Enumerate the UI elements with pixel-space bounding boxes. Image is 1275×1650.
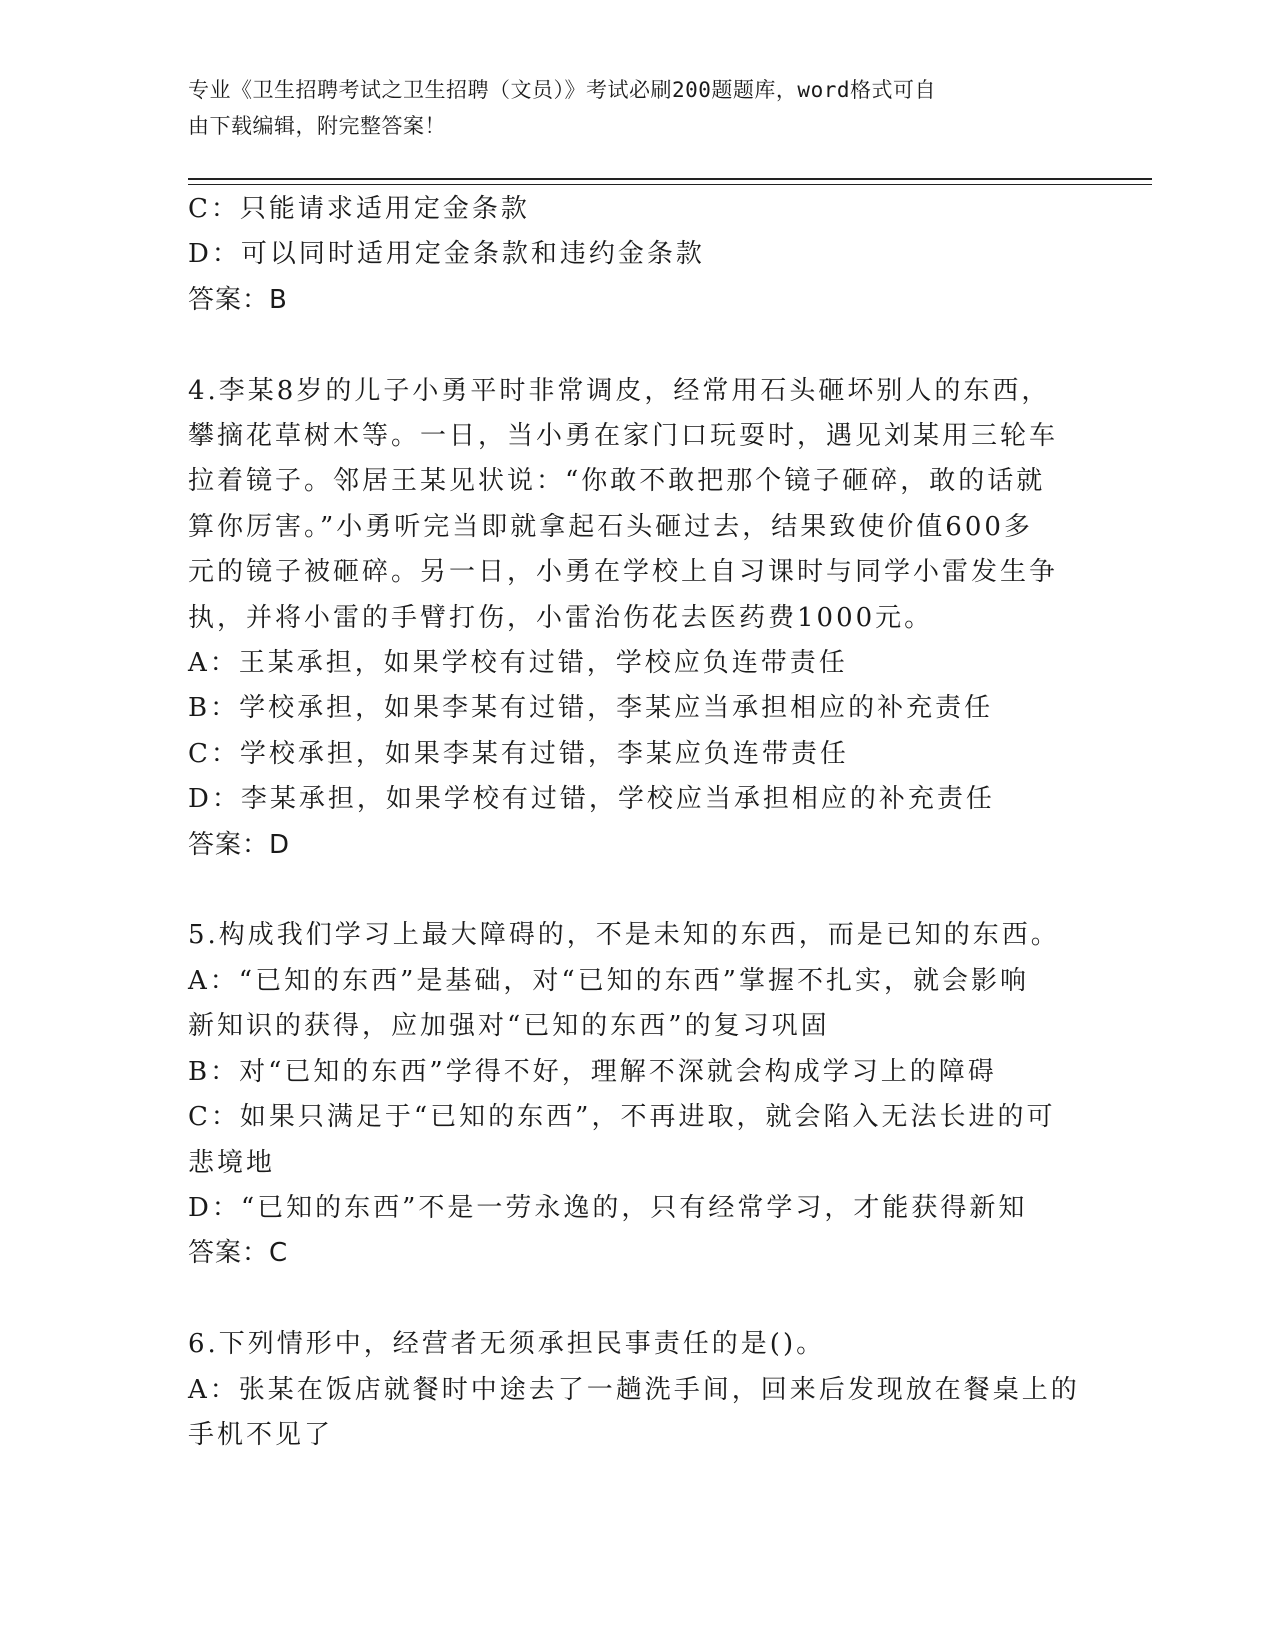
question-stem-line: 拉着镜子。邻居王某见状说：“你敢不敢把那个镜子砸碎，敢的话就: [188, 466, 1046, 497]
header-line-1: 专业《卫生招聘考试之卫生招聘（文员）》考试必刷200题题库，word格式可自: [188, 78, 936, 102]
answer-line: 答案：C: [188, 1238, 289, 1269]
question-content: [188, 187, 1078, 1458]
option-a: A：王某承担，如果学校有过错，学校应负连带责任: [188, 648, 848, 679]
question-stem-line: 4.李某8岁的儿子小勇平时非常调皮，经常用石头砸坏别人的东西，: [188, 375, 1051, 406]
spacer: [188, 868, 1078, 913]
option-b: B：对“已知的东西”学得不好，理解不深就会构成学习上的障碍: [188, 1056, 997, 1087]
header-divider-thin: [188, 184, 1152, 185]
header-divider-thick: [188, 178, 1152, 180]
option-c: C：学校承担，如果李某有过错，李某应负连带责任: [188, 738, 849, 769]
question-3: [188, 187, 1078, 323]
option-a: A：“已知的东西”是基础，对“已知的东西”掌握不扎实，就会影响: [188, 965, 1029, 996]
question-5: [188, 913, 1078, 1276]
spacer: [188, 323, 1078, 368]
question-stem-line: 攀摘花草树木等。一日，当小勇在家门口玩耍时，遇见刘某用三轮车: [188, 421, 1059, 452]
option-a-continued: 手机不见了: [188, 1419, 334, 1450]
option-c: C：只能请求适用定金条款: [188, 194, 530, 224]
question-stem-line: 元的镜子被砸碎。另一日，小勇在学校上自习课时与同学小雷发生争: [188, 557, 1059, 588]
question-stem: 5.构成我们学习上最大障碍的，不是未知的东西，而是已知的东西。: [188, 920, 1060, 951]
option-c-continued: 悲境地: [188, 1147, 276, 1178]
spacer: [188, 1277, 1078, 1322]
option-c: C：如果只满足于“已知的东西”，不再进取，就会陷入无法长进的可: [188, 1102, 1056, 1133]
option-d: D：李某承担，如果学校有过错，学校应当承担相应的补充责任: [188, 784, 995, 815]
page-header: [188, 72, 1068, 144]
option-d: D：可以同时适用定金条款和违约金条款: [188, 239, 705, 270]
answer-line: 答案：B: [188, 284, 288, 315]
question-4: [188, 369, 1078, 868]
header-line-2: 由下载编辑，附完整答案！: [188, 114, 446, 138]
question-stem: 6.下列情形中，经营者无须承担民事责任的是()。: [188, 1329, 826, 1360]
answer-line: 答案：D: [188, 829, 291, 860]
option-d: D：“已知的东西”不是一劳永逸的，只有经常学习，才能获得新知: [188, 1192, 1028, 1223]
question-stem-line: 执，并将小雷的手臂打伤，小雷治伤花去医药费1000元。: [188, 602, 934, 633]
question-6: [188, 1322, 1078, 1458]
option-a-continued: 新知识的获得，应加强对“已知的东西”的复习巩固: [188, 1011, 830, 1042]
question-stem-line: 算你厉害。”小勇听完当即就拿起石头砸过去，结果致使价值600多: [188, 511, 1033, 542]
option-a: A：张某在饭店就餐时中途去了一趟洗手间，回来后发现放在餐桌上的: [188, 1374, 1080, 1405]
option-b: B：学校承担，如果李某有过错，李某应当承担相应的补充责任: [188, 693, 994, 724]
